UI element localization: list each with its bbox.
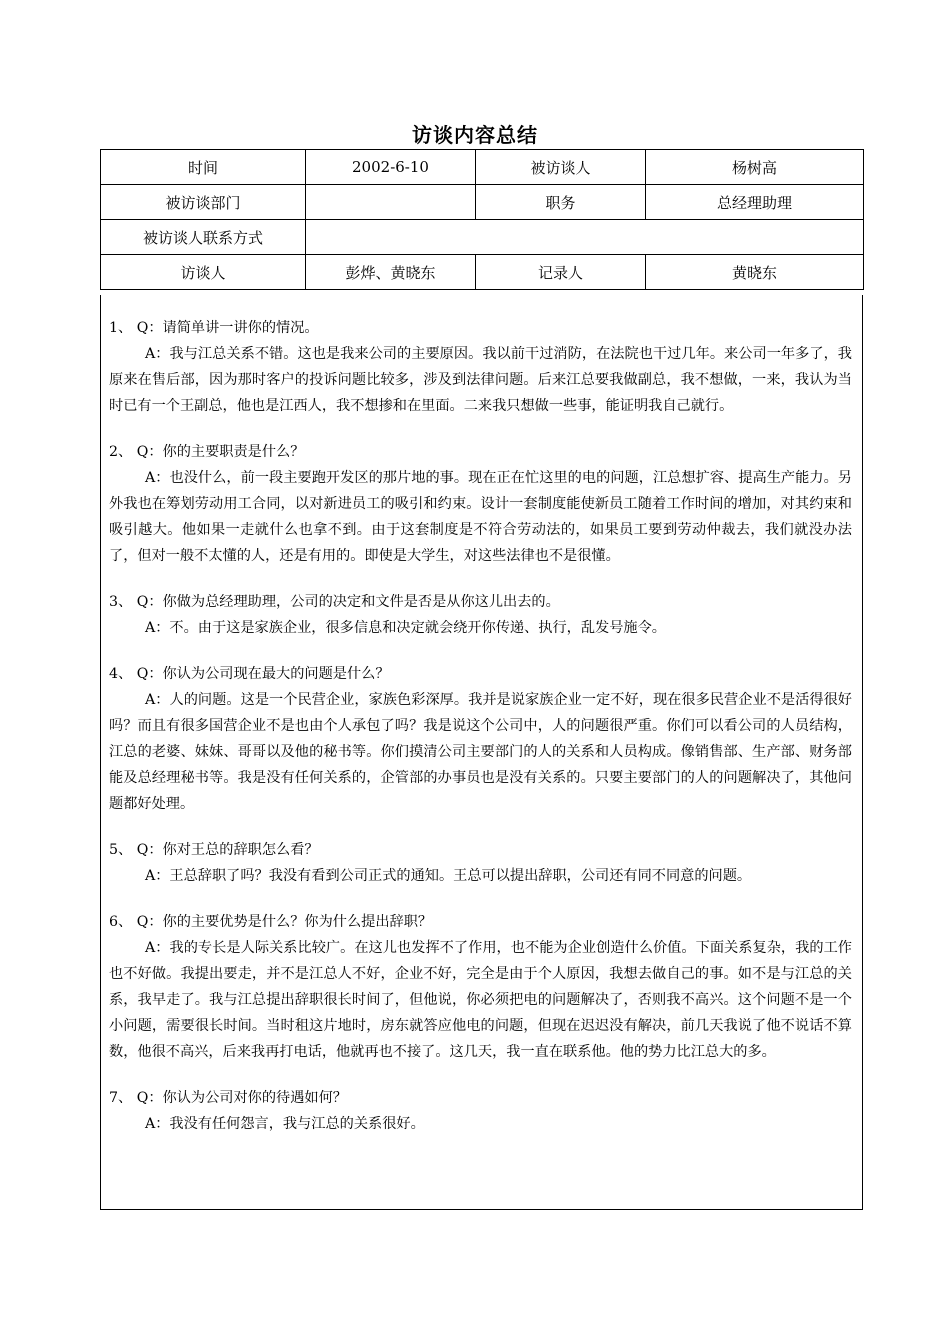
qa-item <box>109 1085 852 1137</box>
page-title: 访谈内容总结 <box>412 123 538 147</box>
table-row <box>101 220 864 255</box>
question: 3、 Q：你做为总经理助理，公司的决定和文件是否是从你这儿出去的。 <box>109 594 560 610</box>
question: 4、 Q：你认为公司现在最大的问题是什么？ <box>109 666 390 682</box>
contact-label: 被访谈人联系方式 <box>101 220 306 255</box>
qa-item <box>109 589 852 641</box>
time-value: 2002-6-10 <box>306 150 476 185</box>
table-row <box>101 185 864 220</box>
contact-value <box>306 220 864 255</box>
answer: A：人的问题。这是一个民营企业，家族色彩深厚。我并是说家族企业一定不好，现在很多民营企业不是活得很好吗？而且有很多国营企业不是也由个人承包了吗？我是说这个公司中，人的问题很严重。你们可以看公司的人员结构，江总的老婆、妹妹、哥哥以及他的秘书等。你们摸清公司主要部门的人的关系和人员构成。像销售部、生产部、财务部能及总经理秘书等。我是没有任何关系的，企管部的办事员也是没有关系的。只要主要部门的人的问题解决了，其他问题都好处理。 <box>109 692 852 812</box>
interviewee-label: 被访谈人 <box>476 150 646 185</box>
qa-item <box>109 661 852 817</box>
department-label: 被访谈部门 <box>101 185 306 220</box>
interviewee-value: 杨树高 <box>646 150 864 185</box>
department-value <box>306 185 476 220</box>
table-row <box>101 255 864 290</box>
interviewer-value: 彭烨、黄晓东 <box>306 255 476 290</box>
position-value: 总经理助理 <box>646 185 864 220</box>
answer: A：我的专长是人际关系比较广。在这儿也发挥不了作用，也不能为企业创造什么价值。下面关系复杂，我的工作也不好做。我提出要走，并不是江总人不好，企业不好，完全是由于个人原因，我想去做自己的事。如不是与江总的关系，我早走了。我与江总提出辞职很长时间了，但他说，你必须把电的问题解决了，否则我不高兴。这个问题不是一个小问题，需要很长时间。当时租这片地时，房东就答应他电的问题，但现在迟迟没有解决，前几天我说了他不说话不算数，他很不高兴，后来我再打电话，他就再也不接了。这几天，我一直在联系他。他的势力比江总大的多。 <box>109 940 852 1060</box>
qa-item <box>109 315 852 419</box>
answer: A：我与江总关系不错。这也是我来公司的主要原因。我以前干过消防，在法院也干过几年。来公司一年多了，我原来在售后部，因为那时客户的投诉问题比较多，涉及到法律问题。后来江总要我做副总，我不想做，一来，我认为当时已有一个王副总，他也是江西人，我不想掺和在里面。二来我只想做一些事，能证明我自己就行。 <box>109 346 852 414</box>
answer: A：不。由于这是家族企业，很多信息和决定就会绕开你传递、执行，乱发号施令。 <box>145 620 666 636</box>
question: 7、 Q：你认为公司对你的待遇如何？ <box>109 1090 347 1106</box>
answer: A：王总辞职了吗？我没有看到公司正式的通知。王总可以提出辞职，公司还有同不同意的问题。 <box>145 868 752 884</box>
question: 2、 Q：你的主要职责是什么？ <box>109 444 305 460</box>
interviewer-label: 访谈人 <box>101 255 306 290</box>
question: 6、 Q：你的主要优势是什么？你为什么提出辞职？ <box>109 914 433 930</box>
question: 1、 Q：请简单讲一讲你的情况。 <box>109 320 319 336</box>
recorder-value: 黄晓东 <box>646 255 864 290</box>
qa-item <box>109 909 852 1065</box>
position-label: 职务 <box>476 185 646 220</box>
answer: A：我没有任何怨言，我与江总的关系很好。 <box>145 1116 425 1132</box>
time-label: 时间 <box>101 150 306 185</box>
interview-info-table <box>100 149 864 290</box>
qa-item <box>109 439 852 569</box>
recorder-label: 记录人 <box>476 255 646 290</box>
table-row <box>101 150 864 185</box>
question: 5、 Q：你对王总的辞职怎么看？ <box>109 842 319 858</box>
interview-content <box>100 295 863 1210</box>
qa-item <box>109 837 852 889</box>
answer: A：也没什么，前一段主要跑开发区的那片地的事。现在正在忙这里的电的问题，江总想扩容、提高生产能力。另外我也在筹划劳动用工合同，以对新进员工的吸引和约束。设计一套制度能使新员工随着工作时间的增加，对其约束和吸引越大。他如果一走就什么也拿不到。由于这套制度是不符合劳动法的，如果员工要到劳动仲裁去，我们就没办法了，但对一般不太懂的人，还是有用的。即使是大学生，对这些法律也不是很懂。 <box>109 470 852 564</box>
